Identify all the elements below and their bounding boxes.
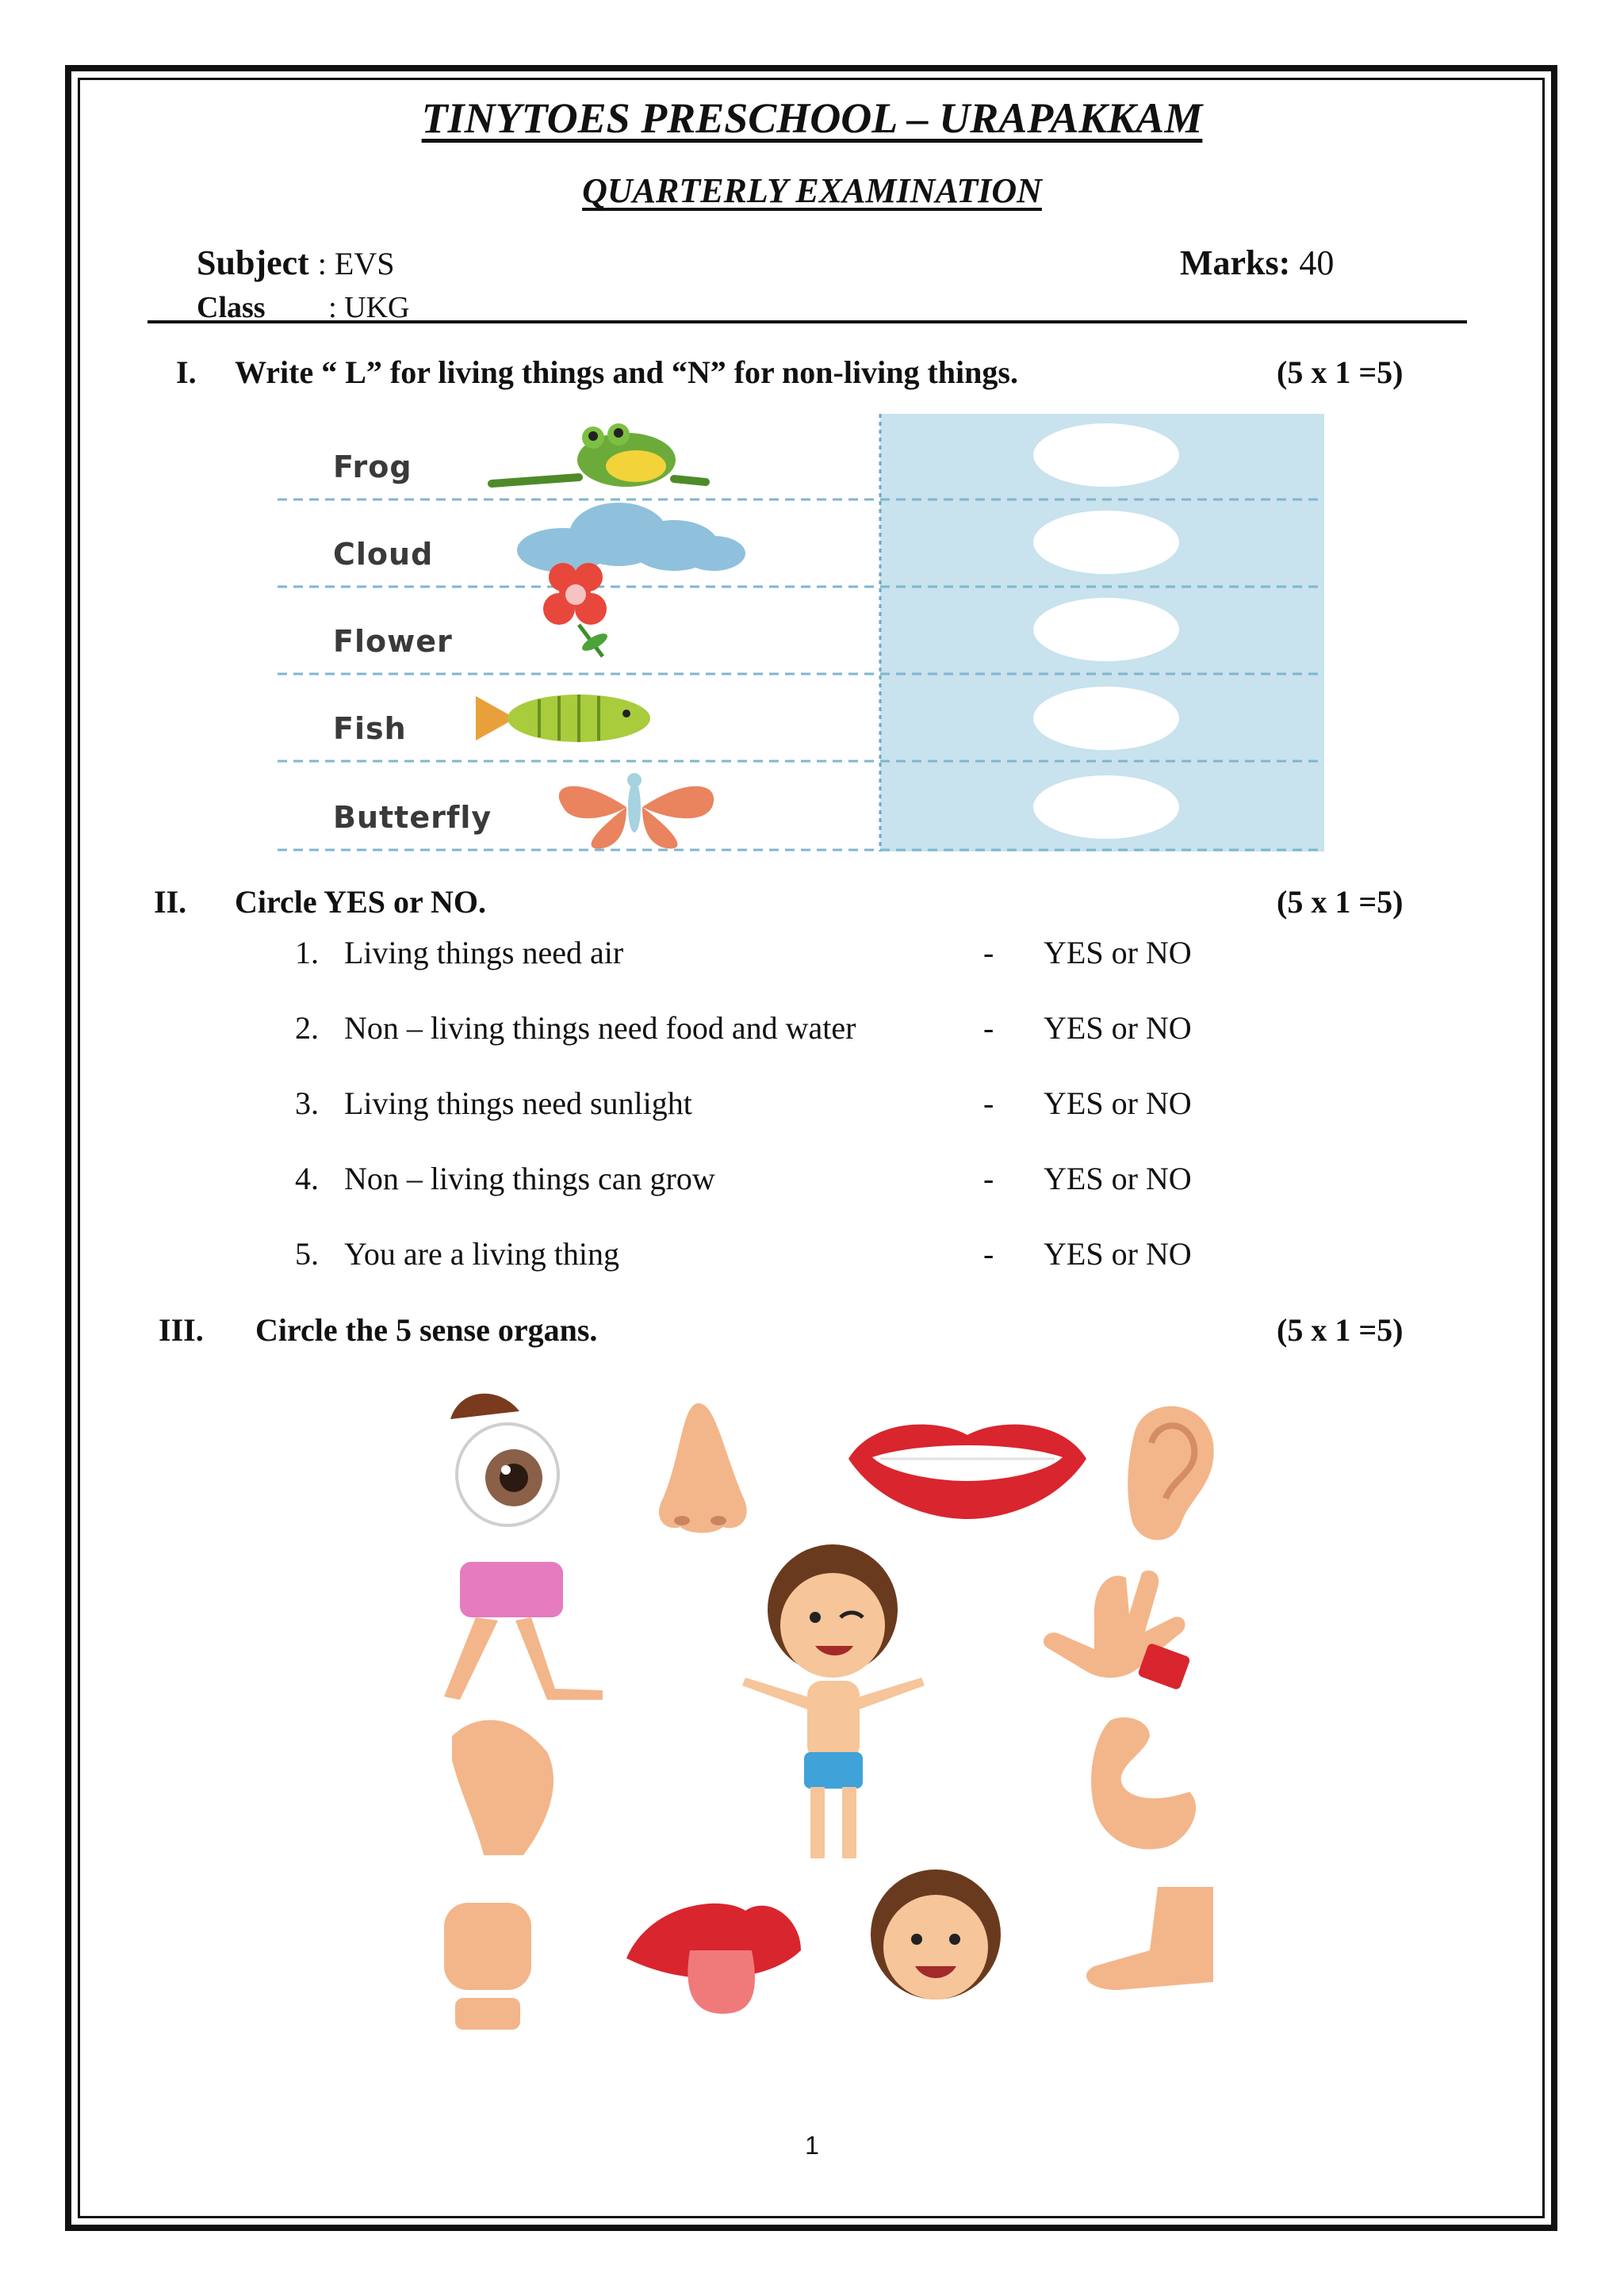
foot-icon — [1086, 1887, 1213, 1990]
question-number: 1. — [295, 935, 319, 970]
arm-icon — [1091, 1717, 1196, 1849]
question-dash: - — [983, 1236, 994, 1272]
section3-marks: (5 x 1 =5) — [1277, 1312, 1404, 1348]
page-number: 1 — [805, 2131, 819, 2160]
tongue-icon[interactable] — [626, 1904, 801, 2014]
item-label-frog: Frog — [333, 450, 412, 484]
butterfly-icon — [559, 773, 714, 848]
yes-no-answer[interactable]: YES or NO — [1044, 1085, 1192, 1121]
question-number: 5. — [295, 1236, 319, 1272]
face-icon — [871, 1869, 1001, 1999]
yes-no-answer[interactable]: YES or NO — [1044, 1236, 1192, 1272]
hand-icon[interactable] — [1044, 1571, 1191, 1690]
eye-icon[interactable] — [450, 1394, 558, 1525]
header-rule — [147, 320, 1467, 323]
question-text: You are a living thing — [344, 1236, 620, 1272]
class-value: : UKG — [328, 291, 410, 324]
frog-icon — [492, 423, 706, 487]
question-dash: - — [983, 1161, 994, 1196]
ear-icon[interactable] — [1128, 1406, 1213, 1540]
answer-oval-4[interactable] — [1033, 687, 1179, 750]
answer-oval-3[interactable] — [1033, 598, 1179, 661]
yes-no-answer[interactable]: YES or NO — [1044, 935, 1192, 970]
question-dash: - — [983, 935, 994, 970]
section1-marks: (5 x 1 =5) — [1277, 354, 1404, 390]
item-label-flower: Flower — [333, 624, 453, 659]
question-text: Living things need sunlight — [344, 1085, 692, 1121]
section1-instruction: Write “ L” for living things and “N” for non-living things. — [235, 354, 1018, 390]
question-number: 2. — [295, 1010, 319, 1046]
marks-line — [1180, 243, 1334, 283]
question-dash: - — [983, 1085, 994, 1121]
school-title: TINYTOES PRESCHOOL – URAPAKKAM — [421, 94, 1203, 142]
section2-number: II. — [154, 884, 187, 920]
answer-oval-2[interactable] — [1033, 511, 1179, 574]
section2-instruction: Circle YES or NO. — [235, 884, 487, 920]
subject-label: Subject — [197, 243, 309, 282]
fist-icon — [444, 1903, 531, 2030]
marks-label: Marks: — [1180, 243, 1291, 282]
item-label-butterfly: Butterfly — [333, 800, 492, 835]
item-label-cloud: Cloud — [333, 537, 434, 572]
question-number: 3. — [295, 1085, 319, 1121]
answer-oval-5[interactable] — [1033, 775, 1179, 839]
section3-instruction: Circle the 5 sense organs. — [255, 1312, 598, 1348]
exam-title: QUARTERLY EXAMINATION — [582, 171, 1042, 210]
legs-icon — [444, 1562, 603, 1700]
answer-oval-1[interactable] — [1033, 423, 1179, 487]
fish-icon — [476, 695, 650, 742]
question-number: 4. — [295, 1161, 319, 1196]
yes-no-answer[interactable]: YES or NO — [1044, 1161, 1192, 1196]
mouth-icon[interactable] — [848, 1425, 1086, 1519]
section3-number: III. — [159, 1312, 204, 1348]
section2-marks: (5 x 1 =5) — [1277, 884, 1404, 920]
item-label-fish: Fish — [333, 711, 407, 746]
question-text: Non – living things can grow — [344, 1161, 715, 1196]
section1-number: I. — [176, 354, 197, 390]
living-nonliving-table — [278, 411, 1324, 855]
cloud-icon — [517, 503, 745, 572]
sense-organs-figure — [428, 1380, 1237, 2038]
boy-icon — [742, 1544, 925, 1858]
nose-icon[interactable] — [659, 1403, 747, 1533]
question-text: Non – living things need food and water — [344, 1010, 856, 1046]
knee-icon — [452, 1720, 553, 1855]
question-text: Living things need air — [344, 935, 624, 970]
marks-value: 40 — [1299, 243, 1335, 282]
class-label: Class — [197, 291, 266, 324]
question-dash: - — [983, 1010, 994, 1046]
subject-line — [197, 243, 394, 283]
subject-value: : EVS — [317, 246, 395, 281]
flower-icon — [543, 563, 610, 656]
yes-no-answer[interactable]: YES or NO — [1044, 1010, 1192, 1046]
